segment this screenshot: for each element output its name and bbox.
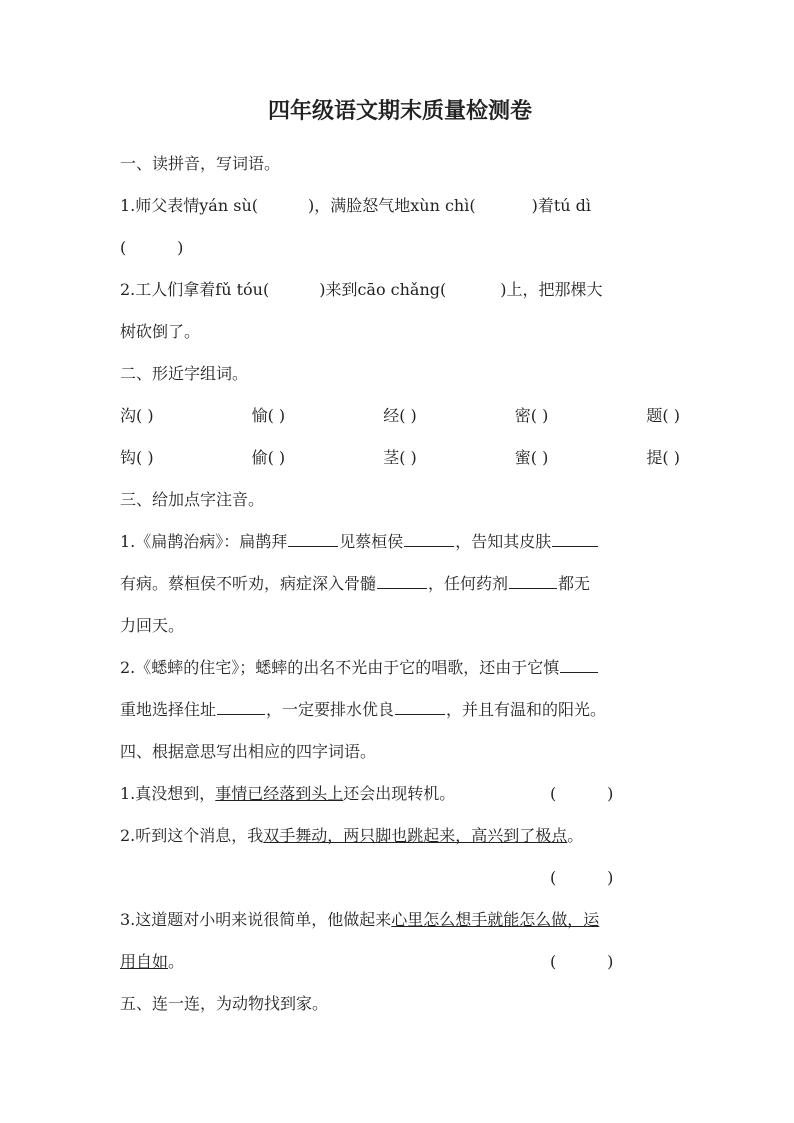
q1-text-b: )，满脸怒气地xùn chì(	[308, 196, 476, 215]
text-fragment: 都无	[558, 574, 591, 593]
answer-blank[interactable]	[217, 696, 265, 715]
underlined-phrase: 事情已经落到头上	[215, 784, 344, 803]
text-fragment: ，并且有温和的阳光。	[446, 700, 607, 719]
section2-heading: 二、形近字组词。	[120, 364, 249, 383]
section4-q1	[120, 773, 680, 815]
exam-paper	[120, 95, 680, 1025]
text-fragment: ，任何药剂	[428, 574, 509, 593]
answer-blank[interactable]	[552, 528, 598, 547]
underlined-phrase: 心里怎么想手就能怎么做，运	[391, 910, 600, 929]
section3-q1-line2	[120, 563, 680, 605]
section1-q1-line2: ( )	[120, 238, 184, 257]
section3-heading: 三、给加点字注音。	[120, 490, 265, 509]
answer-blank[interactable]	[288, 528, 338, 547]
section3-q1-line1	[120, 521, 680, 563]
section5-heading: 五、连一连，为动物找到家。	[120, 994, 329, 1013]
text-fragment: 还会出现转机。	[343, 784, 456, 803]
section4-q3-line1	[120, 899, 680, 941]
char-group-row-2	[120, 437, 680, 479]
section3-q2-line2	[120, 689, 680, 731]
char-item: 蜜( )	[514, 448, 549, 467]
char-item: 钩( )	[120, 448, 154, 467]
text-fragment: 1.真没想到，	[120, 784, 216, 803]
section3-q2-line1	[120, 647, 680, 689]
answer-blank[interactable]	[404, 528, 454, 547]
section4-q2-paren-line	[120, 857, 680, 899]
section1-q2-line2: 树砍倒了。	[120, 322, 201, 341]
char-item: 茎( )	[383, 448, 417, 467]
section4-heading: 四、根据意思写出相应的四字词语。	[120, 742, 377, 761]
text-fragment: 。	[567, 826, 584, 845]
char-item: 题( )	[646, 406, 680, 425]
char-item: 密( )	[514, 406, 549, 425]
underlined-phrase: 用自如	[120, 952, 169, 971]
text-fragment: 重地选择住址	[120, 700, 217, 719]
text-fragment: 1.《扁鹊治病》：扁鹊拜	[120, 532, 288, 551]
page-title: 四年级语文期末质量检测卷	[267, 99, 532, 124]
answer-paren[interactable]: ( )	[550, 868, 614, 887]
char-group-row-1	[120, 395, 680, 437]
char-item: 偷( )	[251, 448, 286, 467]
text-fragment: ，告知其皮肤	[455, 532, 552, 551]
answer-blank[interactable]	[395, 696, 445, 715]
text-fragment: 。	[168, 952, 185, 971]
section1-heading: 一、读拼音，写词语。	[120, 154, 281, 173]
text-fragment: 3.这道题对小明来说很简单，他做起来	[120, 910, 392, 929]
section4-q3-line2	[120, 941, 680, 983]
char-item: 沟( )	[120, 406, 154, 425]
text-fragment: 2.《蟋蟀的住宅》；蟋蟀的出名不光由于它的唱歌，还由于它慎	[120, 658, 560, 677]
char-item: 愉( )	[251, 406, 286, 425]
char-item: 提( )	[646, 448, 680, 467]
answer-blank[interactable]	[560, 654, 598, 673]
answer-paren[interactable]: ( )	[550, 952, 614, 971]
section4-q2	[120, 815, 680, 857]
section3-q1-line3: 力回天。	[120, 616, 185, 635]
q1-text-a: 1.师父表情yán sù(	[120, 196, 258, 215]
answer-paren[interactable]: ( )	[550, 784, 614, 803]
text-fragment: 有病。蔡桓侯不听劝，病症深入骨髓	[120, 574, 377, 593]
section1-q2	[120, 269, 680, 311]
answer-blank[interactable]	[509, 570, 557, 589]
text-fragment: 2.听到这个消息，我	[120, 826, 264, 845]
q2-text-a: 2.工人们拿着fǔ tóu(	[120, 280, 270, 299]
q1-text-c: )着tú dì	[531, 196, 592, 215]
text-fragment: 见蔡桓侯	[339, 532, 404, 551]
answer-blank[interactable]	[377, 570, 427, 589]
section1-q1	[120, 185, 680, 227]
q2-text-c: )上，把那棵大	[500, 280, 603, 299]
q2-text-b: )来到cāo chǎng(	[319, 280, 447, 299]
char-item: 经( )	[383, 406, 417, 425]
text-fragment: ，一定要排水优良	[266, 700, 395, 719]
underlined-phrase: 双手舞动，两只脚也跳起来，高兴到了极点	[263, 826, 568, 845]
